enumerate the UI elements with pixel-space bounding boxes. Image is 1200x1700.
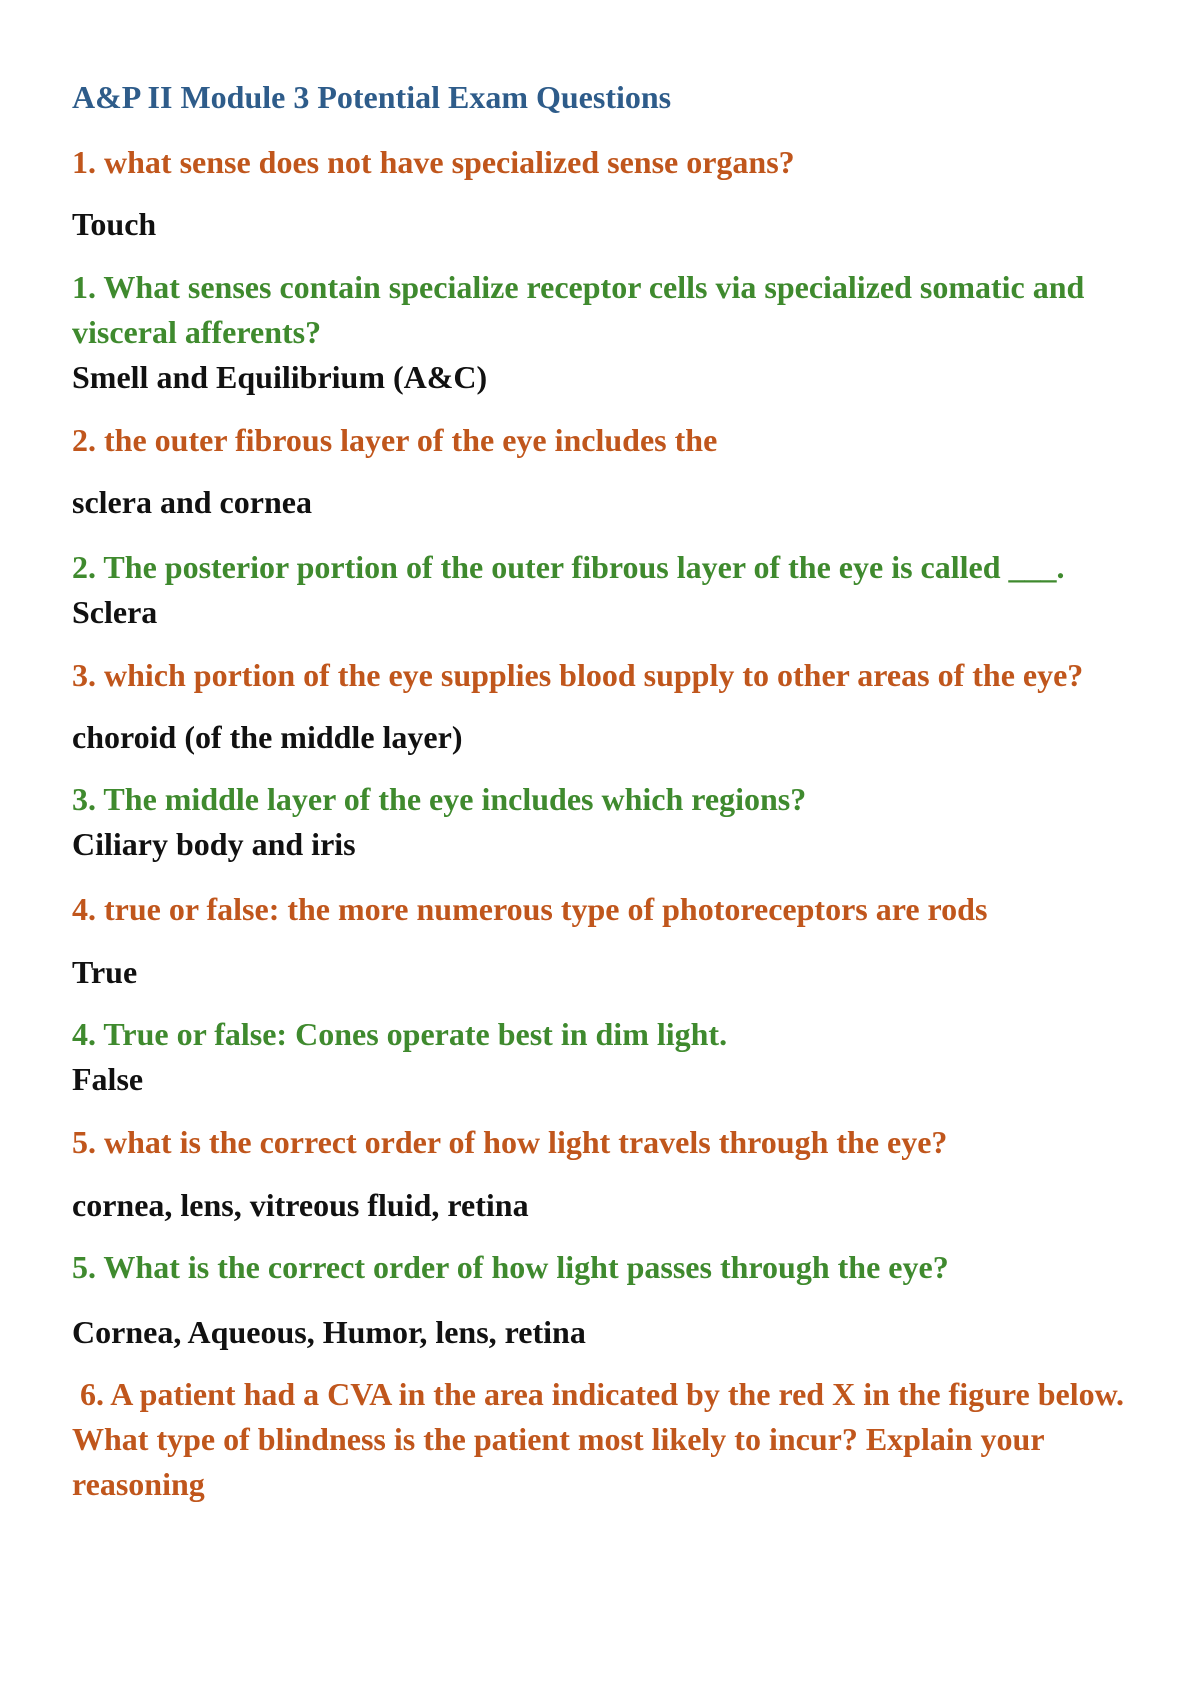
question-3a: 3. which portion of the eye supplies blood supply to other areas of the eye? xyxy=(72,657,1084,693)
answer-1a: Touch xyxy=(72,206,157,242)
answer-1b: Smell and Equilibrium (A&C) xyxy=(72,359,488,395)
question-1a: 1. what sense does not have specialized sense organs? xyxy=(72,144,795,180)
question-4b: 4. True or false: Cones operate best in dim light. xyxy=(72,1016,728,1052)
question-5a: 5. what is the correct order of how light travels through the eye? xyxy=(72,1124,948,1160)
question-2a: 2. the outer fibrous layer of the eye includes the xyxy=(72,422,718,458)
answer-5b: Cornea, Aqueous, Humor, lens, retina xyxy=(72,1314,586,1350)
question-4a: 4. true or false: the more numerous type of photoreceptors are rods xyxy=(72,891,988,927)
answer-4a: True xyxy=(72,954,138,990)
answer-3a: choroid (of the middle layer) xyxy=(72,719,463,755)
question-2b: 2. The posterior portion of the outer fibrous layer of the eye is called ___. xyxy=(72,549,1065,585)
answer-2b: Sclera xyxy=(72,594,158,630)
question-1b: 1. What senses contain specialize receptor cells via specialized somatic and visceral afferents? xyxy=(72,269,1085,350)
answer-2a: sclera and cornea xyxy=(72,484,312,520)
answer-4b: False xyxy=(72,1061,144,1097)
question-5b: 5. What is the correct order of how light passes through the eye? xyxy=(72,1249,949,1285)
question-3b: 3. The middle layer of the eye includes which regions? xyxy=(72,781,807,817)
answer-5a: cornea, lens, vitreous fluid, retina xyxy=(72,1187,529,1223)
document-title: A&P II Module 3 Potential Exam Questions xyxy=(72,79,672,115)
question-6: 6. A patient had a CVA in the area indicated by the red X in the figure below. What type of blindness is the patient most likely to incur? Explain your reasoning xyxy=(72,1376,1132,1502)
answer-3b: Ciliary body and iris xyxy=(72,826,356,862)
